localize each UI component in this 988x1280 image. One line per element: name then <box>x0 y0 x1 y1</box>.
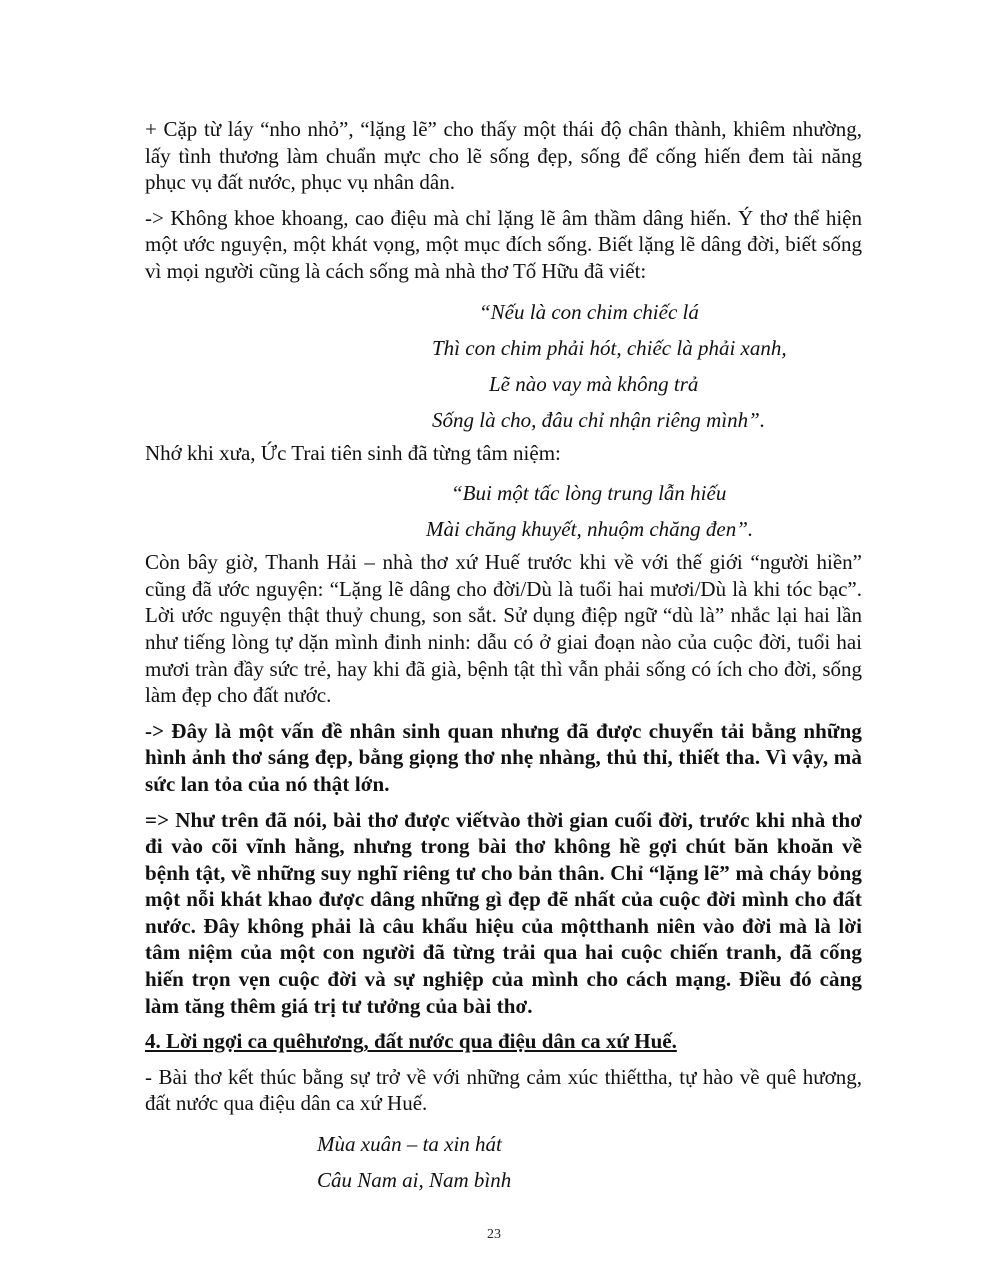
poem-line: “Bui một tấc lòng trung lẫn hiếu <box>451 481 727 506</box>
paragraph-uc-trai: Nhớ khi xưa, Ức Trai tiên sinh đã từng tâm niệm: <box>145 440 561 465</box>
poem-line: Mài chăng khuyết, nhuộm chăng đen”. <box>426 517 754 542</box>
paragraph-tong-ket: => Như trên đã nói, bài thơ được viếtvào thời gian cuối đời, trước khi nhà thơ đi vào cõi vĩnh hằng, nhưng trong bài thơ không hề gợi chút băn khoăn về bệnh tật, về những suy nghĩ riêng tư cho bản thân. Chỉ “lặng lẽ” mà cháy bỏng một nỗi khát khao được dâng những gì đẹp đẽ nhất của cuộc đời mình cho đất nước. Đây không phải là câu khẩu hiệu của mộtthanh niên vào đời mà là lời tâm niệm của một con người đã từng trải qua hai cuộc chiến tranh, đã cống hiến trọn vẹn cuộc đời và sự nghiệp của mình cho cách mạng. Điều đó càng làm tăng thêm giá trị tư tưởng của bài thơ. <box>145 807 862 1018</box>
poem-to-huu <box>145 294 862 438</box>
poem-line: Sống là cho, đâu chỉ nhận riêng mình”. <box>432 407 766 432</box>
section-heading: 4. Lời ngợi ca quêhương, đất nước qua điệu dân ca xứ Huế. <box>145 1029 677 1054</box>
paragraph-khong-khoe-khoang: -> Không khoe khoang, cao điệu mà chỉ lặng lẽ âm thầm dâng hiến. Ý thơ thể hiện một ước nguyện, một khát vọng, một mục đích sống. Biết lặng lẽ dâng đời, biết sống vì mọi người cũng là cách sống mà nhà thơ Tố Hữu đã viết: <box>145 205 862 283</box>
paragraph-ket-thuc: - Bài thơ kết thúc bằng sự trở về với những cảm xúc thiếttha, tự hào về quê hương, đất nước qua điệu dân ca xứ Huế. <box>145 1064 862 1116</box>
paragraph-nhan-sinh-quan: -> Đây là một vấn đề nhân sinh quan nhưng đã được chuyển tải bằng những hình ảnh thơ sáng đẹp, bằng giọng thơ nhẹ nhàng, thủ thỉ, thiết tha. Vì vậy, mà sức lan tỏa của nó thật lớn. <box>145 718 862 796</box>
poem-line: Câu Nam ai, Nam bình <box>317 1168 512 1193</box>
poem-line: Thì con chim phải hót, chiếc là phải xanh, <box>432 335 787 360</box>
document-page <box>145 116 862 1200</box>
poem-line: Mùa xuân – ta xin hát <box>317 1132 502 1157</box>
page-number: 23 <box>487 1227 501 1242</box>
poem-line: “Nếu là con chim chiếc lá <box>479 299 699 324</box>
poem-dan-ca <box>145 1126 862 1198</box>
poem-uc-trai <box>145 475 862 547</box>
paragraph-cap-tu-lay: + Cặp từ láy “nho nhỏ”, “lặng lẽ” cho thấy một thái độ chân thành, khiêm nhường, lấy tình thương làm chuẩn mực cho lẽ sống đẹp, sống để cống hiến đem tài năng phục vụ đất nước, phục vụ nhân dân. <box>145 117 862 195</box>
poem-line: Lẽ nào vay mà không trả <box>489 371 699 396</box>
paragraph-thanh-hai: Còn bây giờ, Thanh Hải – nhà thơ xứ Huế trước khi về với thế giới “người hiền” cũng đã ước nguyện: “Lặng lẽ dâng cho đời/Dù là tuổi hai mươi/Dù là khi tóc bạc”. Lời ước nguyện thật thuỷ chung, son sắt. Sử dụng điệp ngữ “dù là” nhắc lại hai lần như tiếng lòng tự dặn mình đinh ninh: dẫu có ở giai đoạn nào của cuộc đời, tuổi hai mươi tràn đầy sức trẻ, hay khi đã già, bệnh tật thì vẫn phải sống có ích cho đời, sống làm đẹp cho đất nước. <box>145 550 862 708</box>
